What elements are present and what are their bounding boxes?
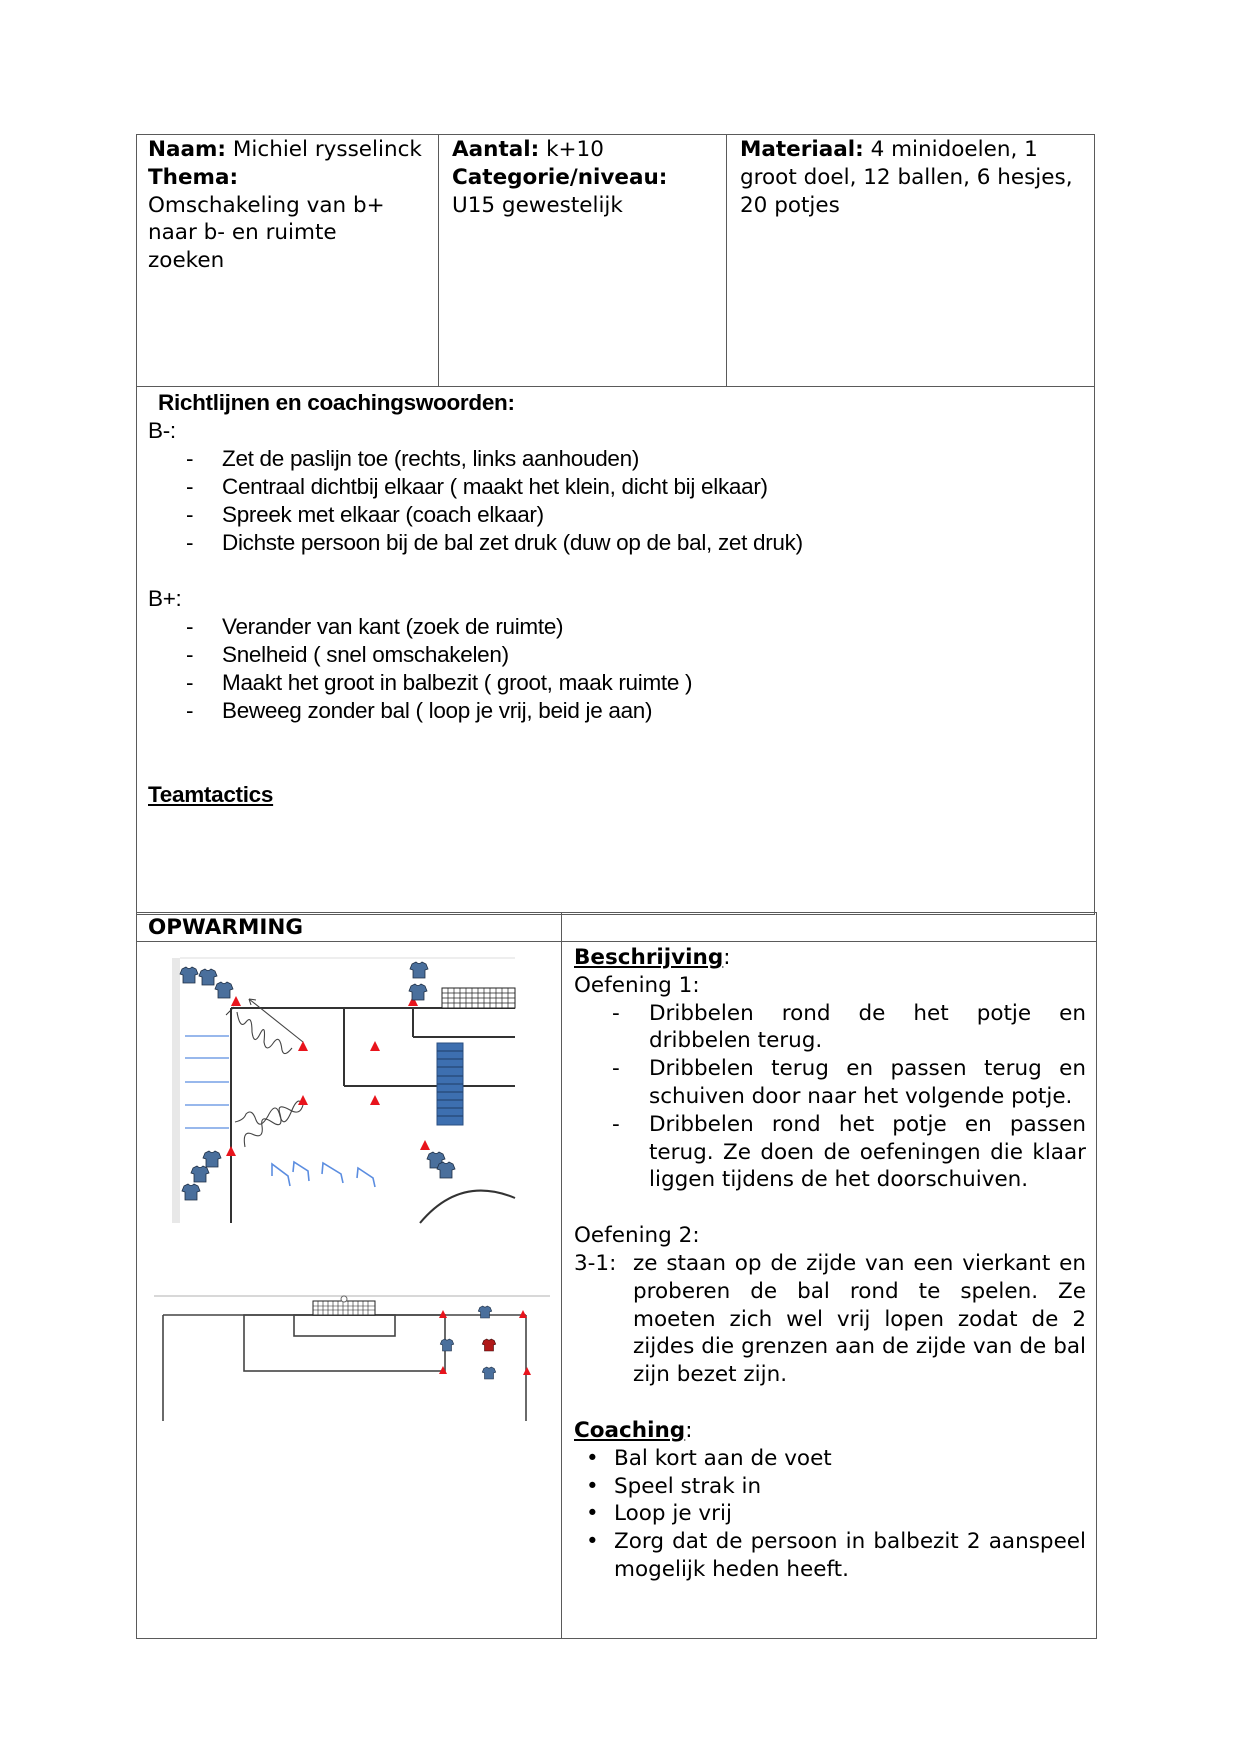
dribble-paths	[235, 999, 303, 1147]
list-item: • Zorg dat de persoon in balbezit 2 aanspeel mogelijk heden heeft.	[586, 1529, 1086, 1582]
categorie-value: U15 gewestelijk	[452, 192, 623, 218]
list-item: - Dichste persoon bij de bal zet druk (duw op de bal, zet druk)	[186, 530, 803, 555]
guidelines-title: Richtlijnen en coachingswoorden:	[158, 390, 515, 415]
list-item: - Dribbelen rond het potje en passen terug. Ze doen de oefeningen die klaar liggen tijdens de het doorschuiven.	[612, 1111, 1086, 1193]
field-edge	[172, 958, 180, 1223]
b-minus-label: B-:	[148, 418, 176, 443]
players	[180, 962, 455, 1200]
list-item: • Bal kort aan de voet	[586, 1445, 832, 1471]
cones	[226, 996, 430, 1156]
side-markers	[185, 1036, 229, 1128]
b-minus-list	[148, 445, 1078, 557]
description-cell: Beschrijving: Oefening 1: - Dribbelen rond de het potje en dribbelen terug. - Dribbelen terug en passen terug en schuiven door naar het volgende potje. - Dribbelen rond het potje en passen terug. Ze doen de oefeningen die klaar liggen tijdens de het doorschuiven. Oefening 2: 3-1: ze staan op de zijde van een vierkant en proberen de bal rond te spelen. Ze moeten zich wel vrij lopen zodat de 2 zijdes die grenzen aan de zijde van de bal zijn bezet zijn. Coaching: • Bal kort aan de voet • Speel strak in • Loop je vrij • Zorg dat de persoon in balbezit 2 aanspeel mogelijk heden heeft.	[574, 945, 1086, 1582]
field-lines	[163, 1315, 526, 1421]
categorie-label: Categorie/niveau:	[452, 164, 668, 190]
hurdles	[272, 1162, 375, 1187]
b-plus-list	[148, 613, 1078, 725]
row-divider	[136, 386, 1095, 387]
list-item: - Verander van kant (zoek de ruimte)	[186, 614, 564, 639]
column-divider	[726, 134, 727, 387]
list-item: - Beweeg zonder bal ( loop je vrij, beid je aan)	[186, 698, 653, 723]
coaching-list	[574, 1445, 1086, 1584]
column-divider	[561, 912, 562, 1639]
naam-label: Naam:	[148, 137, 227, 162]
thema-value: Omschakeling van b+ naar b- en ruimte zoeken	[148, 192, 385, 274]
list-item: - Zet de paslijn toe (rechts, links aanhouden)	[186, 446, 640, 471]
column-divider	[438, 134, 439, 387]
oefening1-label: Oefening 1:	[574, 972, 700, 998]
players	[440, 1306, 496, 1379]
naam-thema-cell	[148, 136, 428, 275]
list-item: - Centraal dichtbij elkaar ( maakt het klein, dicht bij elkaar)	[186, 474, 768, 499]
list-item: • Speel strak in	[586, 1473, 762, 1499]
goal-icon	[442, 988, 515, 1008]
oefening1-list	[574, 1000, 1086, 1195]
list-item: • Loop je vrij	[586, 1501, 732, 1527]
beschrijving-heading: Beschrijving	[574, 945, 724, 970]
list-item: - Dribbelen terug en passen terug en schuiven door naar het volgende potje.	[612, 1056, 1086, 1109]
list-item: - Snelheid ( snel omschakelen)	[186, 642, 509, 667]
naam-value: Michiel rysselinck	[232, 137, 422, 162]
goal-icon	[313, 1296, 375, 1315]
oefening2-label: Oefening 2:	[574, 1223, 700, 1249]
drill-diagram-2	[150, 1285, 550, 1425]
materiaal-cell	[740, 136, 1080, 219]
list-item: - Spreek met elkaar (coach elkaar)	[186, 502, 544, 527]
list-item: - Dribbelen rond de het potje en dribbelen terug.	[612, 1000, 1086, 1054]
teamtactics-heading: Teamtactics	[148, 782, 274, 807]
coaching-heading: Coaching	[574, 1417, 686, 1443]
guidelines-section	[148, 389, 1078, 809]
materiaal-value: 4 minidoelen, 1 groot doel, 12 ballen, 6 hesjes, 20 potjes	[740, 137, 1073, 218]
aantal-categorie-cell	[452, 136, 722, 219]
oefening2-text: 3-1: ze staan op de zijde van een vierkant en proberen de bal rond te spelen. Ze moeten zich wel vrij lopen zodat de 2 zijdes die grenzen aan de zijde van de bal zijn bezet zijn.	[574, 1250, 1086, 1388]
warmup-title: OPWARMING	[148, 915, 304, 940]
aantal-value: k+10	[546, 137, 604, 162]
field-lines	[226, 1007, 515, 1223]
b-plus-label: B+:	[148, 586, 182, 611]
agility-ladder-icon	[437, 1043, 463, 1125]
thema-label: Thema:	[148, 164, 239, 190]
drill-diagram-1	[160, 950, 540, 1240]
materiaal-label: Materiaal:	[740, 137, 864, 162]
list-item: - Maakt het groot in balbezit ( groot, maak ruimte )	[186, 670, 693, 695]
aantal-label: Aantal:	[452, 137, 540, 162]
